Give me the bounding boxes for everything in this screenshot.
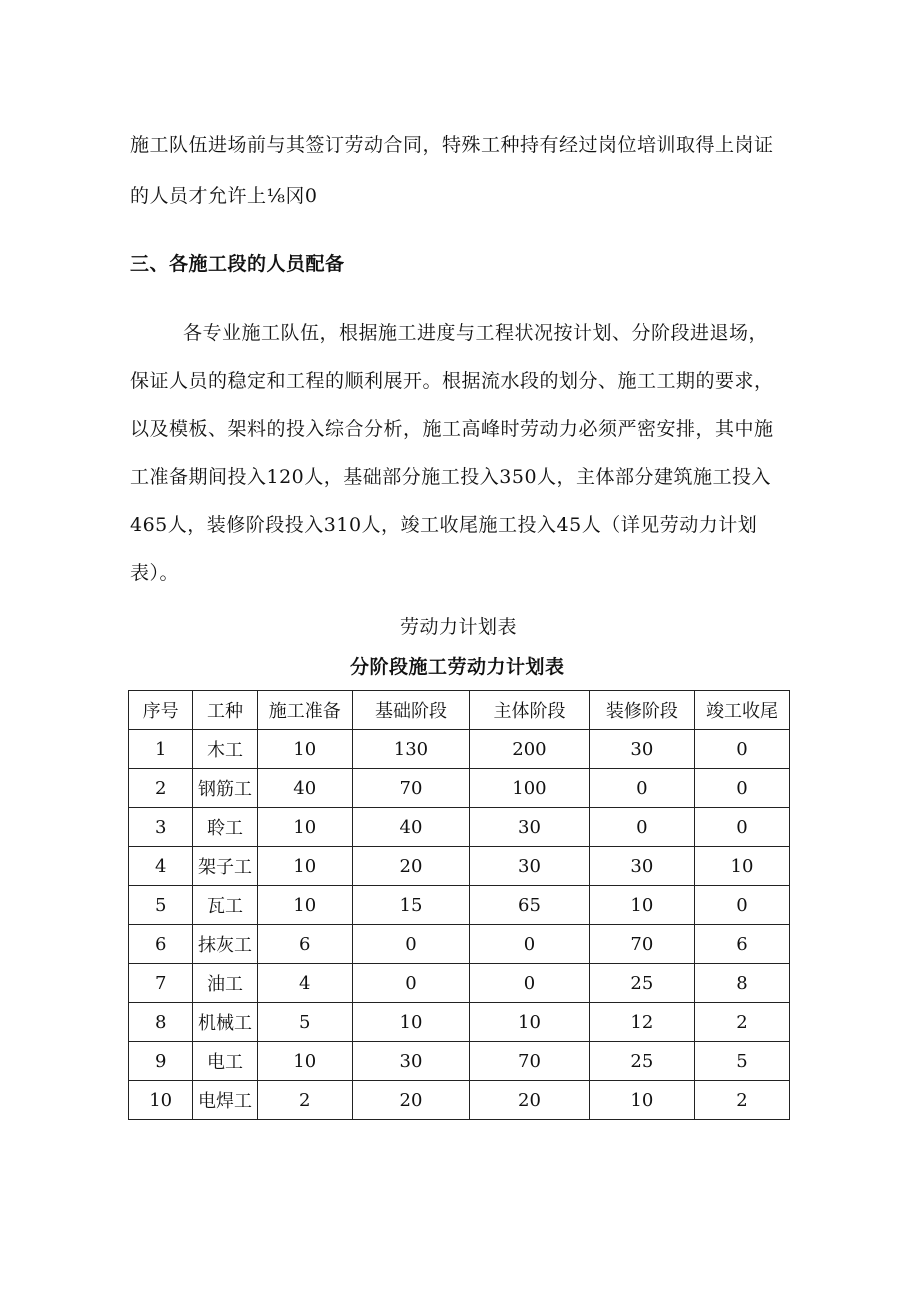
table-row xyxy=(129,925,790,964)
table-cell: 1 xyxy=(129,730,193,769)
table-cell: 0 xyxy=(352,925,469,964)
table-cell: 25 xyxy=(589,964,694,1003)
table-cell: 机械工 xyxy=(193,1003,257,1042)
table-cell: 8 xyxy=(129,1003,193,1042)
table-row xyxy=(129,847,790,886)
table-cell: 10 xyxy=(589,1081,694,1120)
table-cell: 瓦工 xyxy=(193,886,257,925)
table-cell: 70 xyxy=(352,769,469,808)
table-row xyxy=(129,808,790,847)
table-cell: 10 xyxy=(470,1003,590,1042)
table-cell: 10 xyxy=(694,847,789,886)
paragraph-2-line-3: 以及模板、架料的投入综合分析，施工高峰时劳动力必须严密安排，其中施 xyxy=(130,418,774,440)
table-cell: 抹灰工 xyxy=(193,925,257,964)
labor-plan-table xyxy=(128,690,790,1120)
table-cell: 40 xyxy=(257,769,352,808)
table-row xyxy=(129,1003,790,1042)
header-cell: 序号 xyxy=(129,691,193,730)
header-cell: 主体阶段 xyxy=(470,691,590,730)
table-cell: 0 xyxy=(694,730,789,769)
table-cell: 10 xyxy=(257,808,352,847)
table-cell: 0 xyxy=(352,964,469,1003)
table-cell: 10 xyxy=(257,847,352,886)
table-cell: 0 xyxy=(694,808,789,847)
table-cell: 200 xyxy=(470,730,590,769)
table-cell: 2 xyxy=(694,1081,789,1120)
table-cell: 0 xyxy=(470,964,590,1003)
table-cell: 30 xyxy=(589,730,694,769)
table-cell: 12 xyxy=(589,1003,694,1042)
paragraph-2-line-2: 保证人员的稳定和工程的顺利展开。根据流水段的划分、施工工期的要求， xyxy=(130,370,774,392)
table-cell: 70 xyxy=(470,1042,590,1081)
table-cell: 0 xyxy=(694,886,789,925)
table-cell: 15 xyxy=(352,886,469,925)
table-cell: 6 xyxy=(694,925,789,964)
table-cell: 4 xyxy=(129,847,193,886)
table-cell: 40 xyxy=(352,808,469,847)
table-cell: 6 xyxy=(257,925,352,964)
table-cell: 2 xyxy=(257,1081,352,1120)
paragraph-1-line-2: 的人员才允许上⅛冈0 xyxy=(130,185,318,207)
table-cell: 5 xyxy=(694,1042,789,1081)
header-cell: 竣工收尾 xyxy=(694,691,789,730)
table-cell: 9 xyxy=(129,1042,193,1081)
table-cell: 30 xyxy=(589,847,694,886)
section-heading: 三、各施工段的人员配备 xyxy=(130,253,345,275)
table-cell: 电焊工 xyxy=(193,1081,257,1120)
table-cell: 25 xyxy=(589,1042,694,1081)
table-caption: 劳动力计划表 xyxy=(400,616,518,638)
paragraph-2-line-6: 表）。 xyxy=(130,562,180,584)
table-cell: 架子工 xyxy=(193,847,257,886)
table-cell: 10 xyxy=(257,730,352,769)
table-cell: 30 xyxy=(470,808,590,847)
paragraph-1-line-1: 施工队伍进场前与其签订劳动合同，特殊工种持有经过岗位培训取得上岗证 xyxy=(130,134,774,156)
table-header-row xyxy=(129,691,790,730)
table-cell: 聆工 xyxy=(193,808,257,847)
header-cell: 工种 xyxy=(193,691,257,730)
table-cell: 6 xyxy=(129,925,193,964)
table-cell: 0 xyxy=(694,769,789,808)
table-cell: 钢筋工 xyxy=(193,769,257,808)
table-cell: 130 xyxy=(352,730,469,769)
table-row xyxy=(129,769,790,808)
header-cell: 装修阶段 xyxy=(589,691,694,730)
table-cell: 4 xyxy=(257,964,352,1003)
table-cell: 5 xyxy=(129,886,193,925)
table-cell: 8 xyxy=(694,964,789,1003)
table-cell: 10 xyxy=(257,1042,352,1081)
table-cell: 20 xyxy=(352,1081,469,1120)
table-cell: 100 xyxy=(470,769,590,808)
table-cell: 0 xyxy=(589,808,694,847)
table-cell: 0 xyxy=(470,925,590,964)
table-title: 分阶段施工劳动力计划表 xyxy=(350,656,565,678)
table-cell: 65 xyxy=(470,886,590,925)
table-cell: 木工 xyxy=(193,730,257,769)
table-row xyxy=(129,730,790,769)
paragraph-2-line-5: 465人，装修阶段投入310人，竣工收尾施工投入45人（详见劳动力计划 xyxy=(130,514,758,536)
table-row xyxy=(129,1042,790,1081)
table-cell: 20 xyxy=(470,1081,590,1120)
table-cell: 30 xyxy=(352,1042,469,1081)
header-cell: 基础阶段 xyxy=(352,691,469,730)
table-row xyxy=(129,886,790,925)
table-cell: 0 xyxy=(589,769,694,808)
table-row xyxy=(129,1081,790,1120)
table-row xyxy=(129,964,790,1003)
table-cell: 油工 xyxy=(193,964,257,1003)
table-cell: 10 xyxy=(257,886,352,925)
paragraph-2-line-1: 各专业施工队伍，根据施工进度与工程状况按计划、分阶段进退场， xyxy=(183,322,769,344)
table-cell: 10 xyxy=(129,1081,193,1120)
paragraph-2-line-4: 工准备期间投入120人，基础部分施工投入350人，主体部分建筑施工投入 xyxy=(130,466,772,488)
table-cell: 电工 xyxy=(193,1042,257,1081)
table-cell: 7 xyxy=(129,964,193,1003)
table-cell: 3 xyxy=(129,808,193,847)
table-cell: 10 xyxy=(352,1003,469,1042)
table-cell: 70 xyxy=(589,925,694,964)
table-cell: 10 xyxy=(589,886,694,925)
table-cell: 20 xyxy=(352,847,469,886)
table-cell: 2 xyxy=(694,1003,789,1042)
table-cell: 5 xyxy=(257,1003,352,1042)
table-cell: 30 xyxy=(470,847,590,886)
table-cell: 2 xyxy=(129,769,193,808)
header-cell: 施工准备 xyxy=(257,691,352,730)
